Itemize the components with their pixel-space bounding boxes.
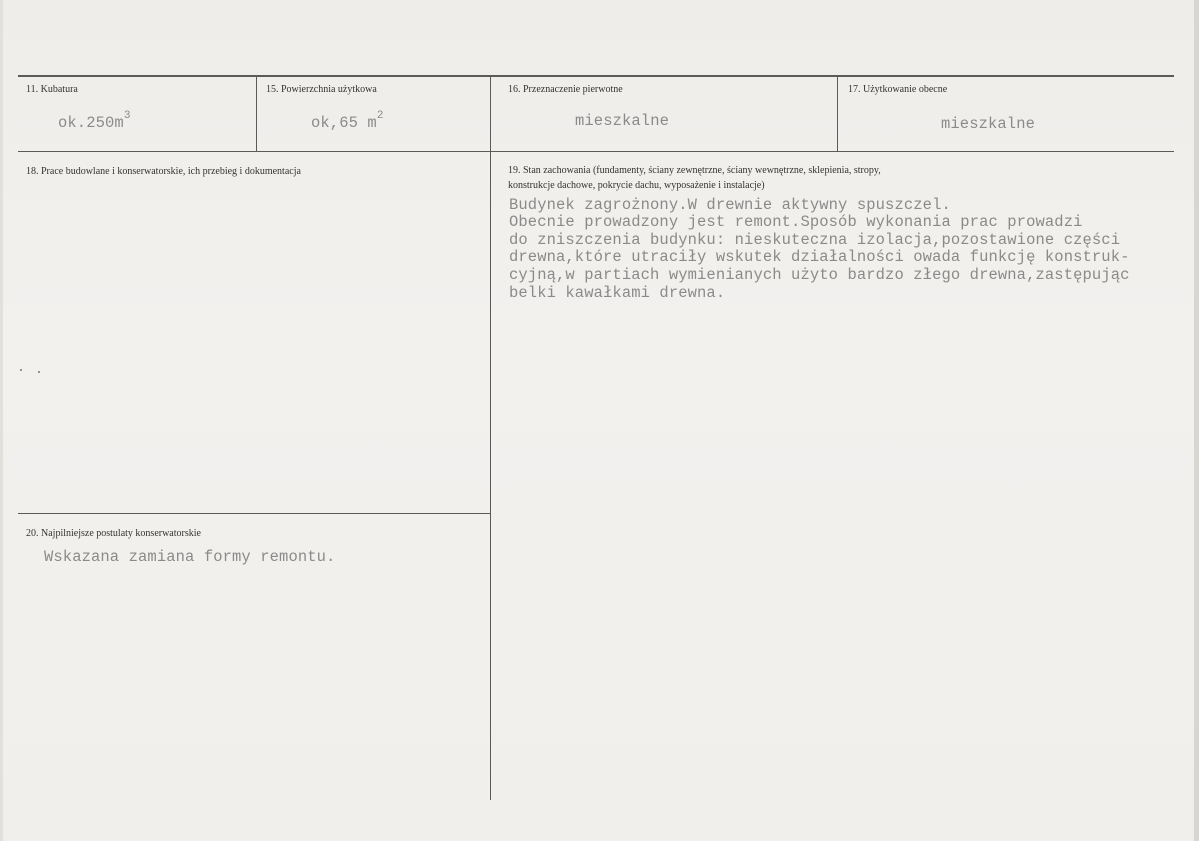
kubatura-label: 11. Kubatura	[26, 84, 78, 95]
stan-zachowania-line: do zniszczenia budynku: nieskuteczna izolacja,pozostawione części	[509, 231, 1121, 249]
stan-zachowania-line: cyjną,w partiach wymienianych użyto bardzo złego drewna,zastępując	[509, 266, 1130, 284]
paper-speck	[38, 371, 40, 373]
divider-11-15	[256, 76, 257, 151]
powierzchnia-label: 15. Powierzchnia użytkowa	[266, 84, 377, 95]
kubatura-unit-exponent: 3	[123, 110, 131, 122]
stan-zachowania-line: Obecnie prowadzony jest remont.Sposób wykonania prac prowadzi	[509, 213, 1083, 231]
top-rule	[18, 75, 1174, 77]
postulaty-value: Wskazana zamiana formy remontu.	[44, 548, 336, 566]
divider-15-16	[490, 76, 491, 800]
divider-16-17	[837, 76, 838, 151]
postulaty-label: 20. Najpilniejsze postulaty konserwatorskie	[26, 528, 201, 539]
sheet-edge-left	[0, 0, 3, 841]
przeznaczenie-value: mieszkalne	[575, 112, 670, 130]
powierzchnia-unit-exponent: 2	[376, 110, 384, 122]
uzytkowanie-label: 17. Użytkowanie obecne	[848, 84, 948, 95]
row1-bottom-rule	[18, 151, 1174, 152]
powierzchnia-value: ok,65 $m^2$	[311, 110, 384, 132]
uzytkowanie-value: mieszkalne	[941, 115, 1036, 133]
paper-speck	[20, 369, 22, 371]
stan-zachowania-line: Budynek zagrożnony.W drewnie aktywny spuszczel.	[509, 196, 951, 214]
section18-bottom-rule	[18, 513, 490, 514]
stan-zachowania-line: belki kawałkami drewna.	[509, 284, 726, 302]
stan-zachowania-label-line1: 19. Stan zachowania (fundamenty, ściany zewnętrzne, ściany wewnętrzne, sklepienia, stropy,	[508, 165, 881, 176]
kubatura-value: $ok.250m^3$	[58, 110, 131, 132]
przeznaczenie-label: 16. Przeznaczenie pierwotne	[508, 84, 623, 95]
stan-zachowania-line: drewna,które utraciły wskutek działalności owada funkcję konstruk-	[509, 248, 1130, 266]
prace-budowlane-label: 18. Prace budowlane i konserwatorskie, ich przebieg i dokumentacja	[26, 166, 301, 177]
stan-zachowania-label-line2: konstrukcje dachowe, pokrycie dachu, wyposażenie i instalacje)	[508, 180, 765, 191]
sheet-edge-right	[1194, 0, 1199, 841]
